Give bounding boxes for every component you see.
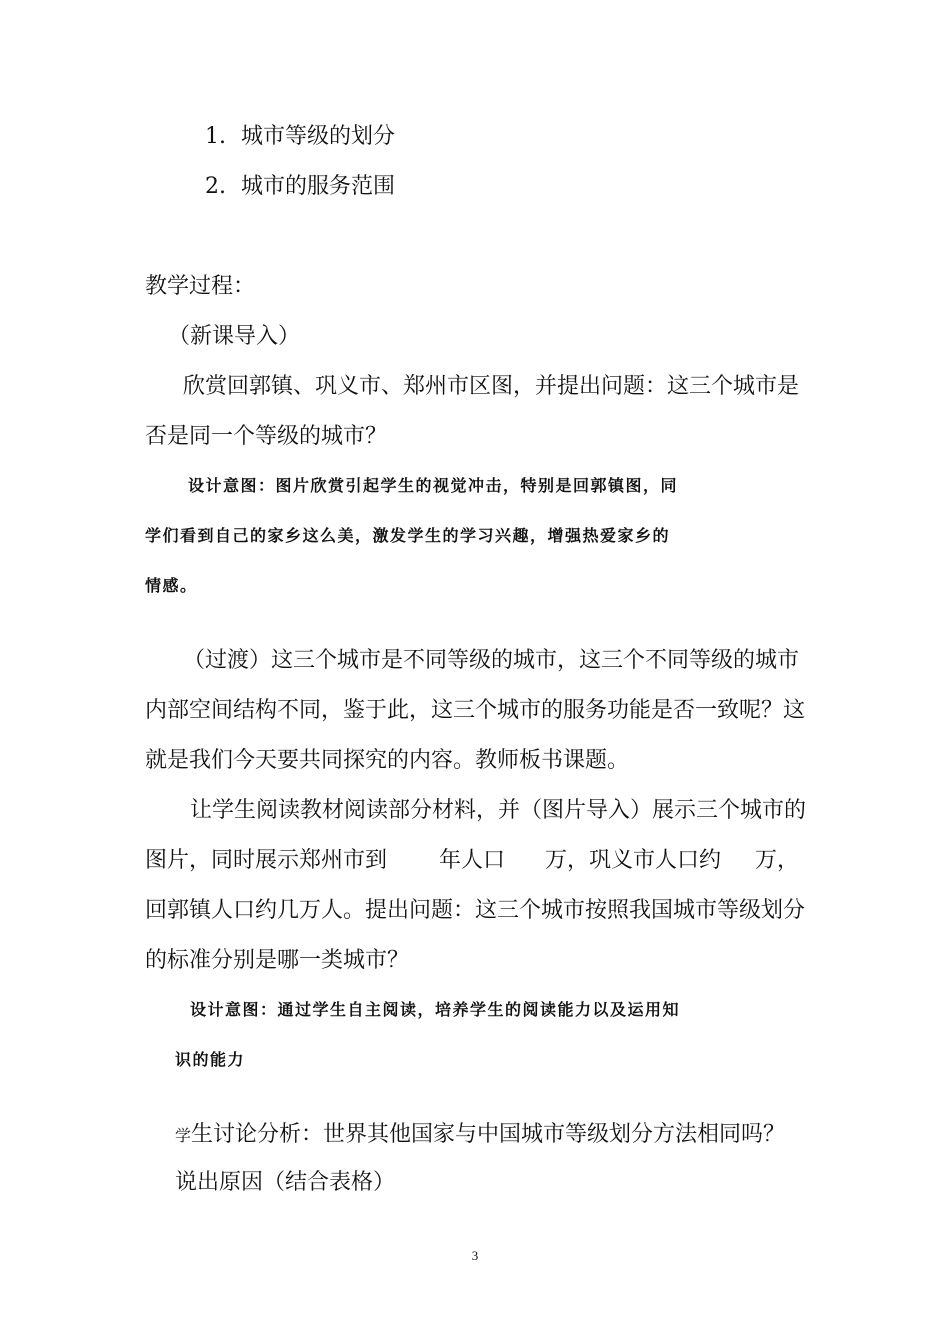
- paragraph-4-line-2: 说出原因（结合表格）: [175, 1170, 396, 1195]
- list-item-2: [205, 172, 395, 202]
- paragraph-1-line-2: 否是同一个等级的城市？: [145, 424, 388, 449]
- paragraph-4-first-char: 学: [175, 1126, 192, 1145]
- design-intent-2-line-2: 识的能力: [175, 1050, 246, 1069]
- page-number: 3: [471, 1248, 479, 1263]
- intro-label: （新课导入）: [168, 324, 301, 349]
- design-intent-1-line-3: 情感。: [145, 576, 198, 595]
- design-intent-1-line-1: 设计意图：图片欣赏引起学生的视觉冲击，特别是回郭镇图，同: [188, 476, 679, 495]
- section-heading: 教学过程：: [145, 274, 256, 299]
- paragraph-3-line-2: [145, 846, 799, 876]
- paragraph-2-line-2: 内部空间结构不同，鉴于此，这三个城市的服务功能是否一致呢？这: [145, 698, 806, 723]
- paragraph-3-segment: 万，: [755, 848, 800, 873]
- paragraph-2-line-1: （过渡）这三个城市是不同等级的城市，这三个不同等级的城市: [183, 648, 800, 673]
- paragraph-3-line-3: 回郭镇人口约几万人。提出问题：这三个城市按照我国城市等级划分: [145, 898, 806, 923]
- paragraph-3-segment: 万，巩义市人口约: [545, 848, 722, 873]
- paragraph-4-line-1: [175, 1120, 785, 1151]
- paragraph-2-line-3: 就是我们今天要共同探究的内容。教师板书课题。: [145, 748, 630, 773]
- list-number: 2.: [205, 174, 226, 199]
- list-text: 城市的服务范围: [241, 174, 396, 199]
- list-number: 1.: [205, 124, 226, 149]
- paragraph-3-segment: 图片，同时展示郑州市到: [145, 848, 388, 873]
- design-intent-2-line-1: 设计意图：通过学生自主阅读，培养学生的阅读能力以及运用知: [190, 1000, 681, 1019]
- paragraph-4-text: 生讨论分析：世界其他国家与中国城市等级划分方法相同吗？: [191, 1122, 786, 1147]
- paragraph-1-line-1: 欣赏回郭镇、巩义市、郑州市区图，并提出问题：这三个城市是: [183, 374, 800, 399]
- list-text: 城市等级的划分: [241, 124, 396, 149]
- paragraph-3-segment: 年人口: [439, 848, 506, 873]
- list-item-1: [205, 122, 395, 152]
- paragraph-3-line-1: 让学生阅读教材阅读部分材料，并（图片导入）展示三个城市的: [190, 798, 807, 823]
- paragraph-3-line-4: 的标准分别是哪一类城市？: [145, 948, 410, 973]
- design-intent-1-line-2: 学们看到自己的家乡这么美，激发学生的学习兴趣，增强热爱家乡的: [145, 526, 671, 545]
